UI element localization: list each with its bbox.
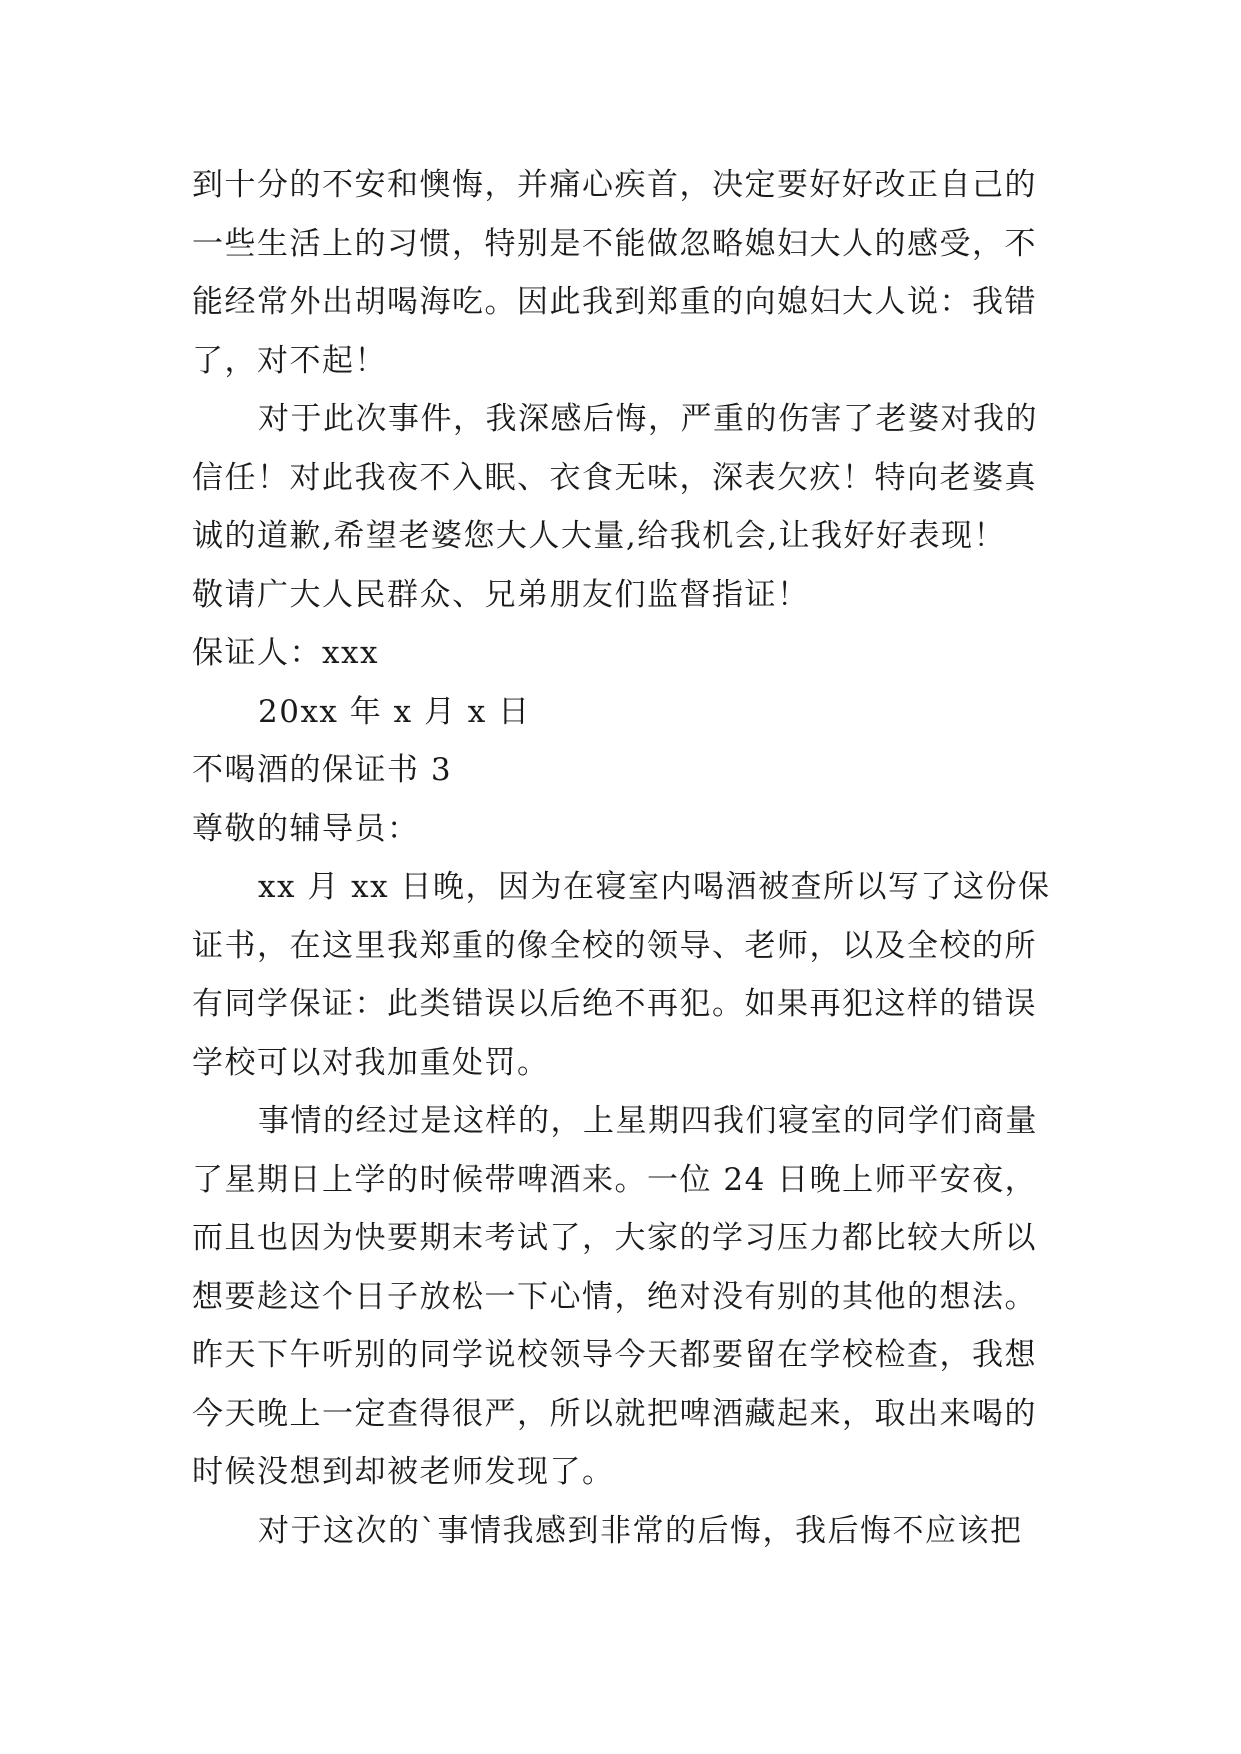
text-line: 不喝酒的保证书 3 (192, 752, 453, 788)
text-line: 对于此次事件，我深感后悔，严重的伤害了老婆对我的 (258, 401, 1038, 437)
text-line: 有同学保证：此类错误以后绝不再犯。如果再犯这样的错误 (192, 986, 1037, 1022)
text-line: 能经常外出胡喝海吃。因此我到郑重的向媳妇大人说：我错 (192, 284, 1037, 320)
text-line: 证书，在这里我郑重的像全校的领导、老师，以及全校的所 (192, 927, 1037, 964)
text-line: 今天晚上一定查得很严，所以就把啤酒藏起来，取出来喝的 (192, 1395, 1037, 1432)
text-line: 学校可以对我加重处罚。 (192, 1044, 550, 1081)
text-line: 事情的经过是这样的，上星期四我们寝室的同学们商量 (258, 1103, 1038, 1139)
text-line: 敬请广大人民群众、兄弟朋友们监督指证！ (192, 576, 810, 613)
text-line: 对于这次的`事情我感到非常的后悔，我后悔不应该把 (258, 1512, 1023, 1549)
text-line: 了，对不起！ (192, 342, 387, 379)
text-line: 一些生活上的习惯，特别是不能做忽略媳妇大人的感受，不 (192, 225, 1037, 262)
text-line: 20xx 年 x 月 x 日 (258, 693, 531, 730)
text-line: 尊敬的辅导员： (192, 810, 420, 847)
document-body (192, 156, 1072, 1560)
text-line: 信任！对此我夜不入眠、衣食无味，深表欠疚！特向老婆真 (192, 459, 1037, 496)
text-line: 而且也因为快要期末考试了，大家的学习压力都比较大所以 (192, 1220, 1037, 1256)
text-line: 诚的道歉,希望老婆您大人大量,给我机会,让我好好表现！ (192, 518, 1007, 554)
text-line: 保证人：xxx (192, 635, 379, 671)
text-line: 昨天下午听别的同学说校领导今天都要留在学校检查，我想 (192, 1337, 1037, 1373)
text-line: 到十分的不安和懊悔，并痛心疾首，决定要好好改正自己的 (192, 167, 1037, 203)
text-line: 时候没想到却被老师发现了。 (192, 1454, 615, 1490)
text-line: xx 月 xx 日晚，因为在寝室内喝酒被查所以写了这份保 (258, 869, 1051, 905)
text-line: 了星期日上学的时候带啤酒来。一位 24 日晚上师平安夜， (192, 1161, 1038, 1198)
text-line: 想要趁这个日子放松一下心情，绝对没有别的其他的想法。 (192, 1278, 1037, 1315)
